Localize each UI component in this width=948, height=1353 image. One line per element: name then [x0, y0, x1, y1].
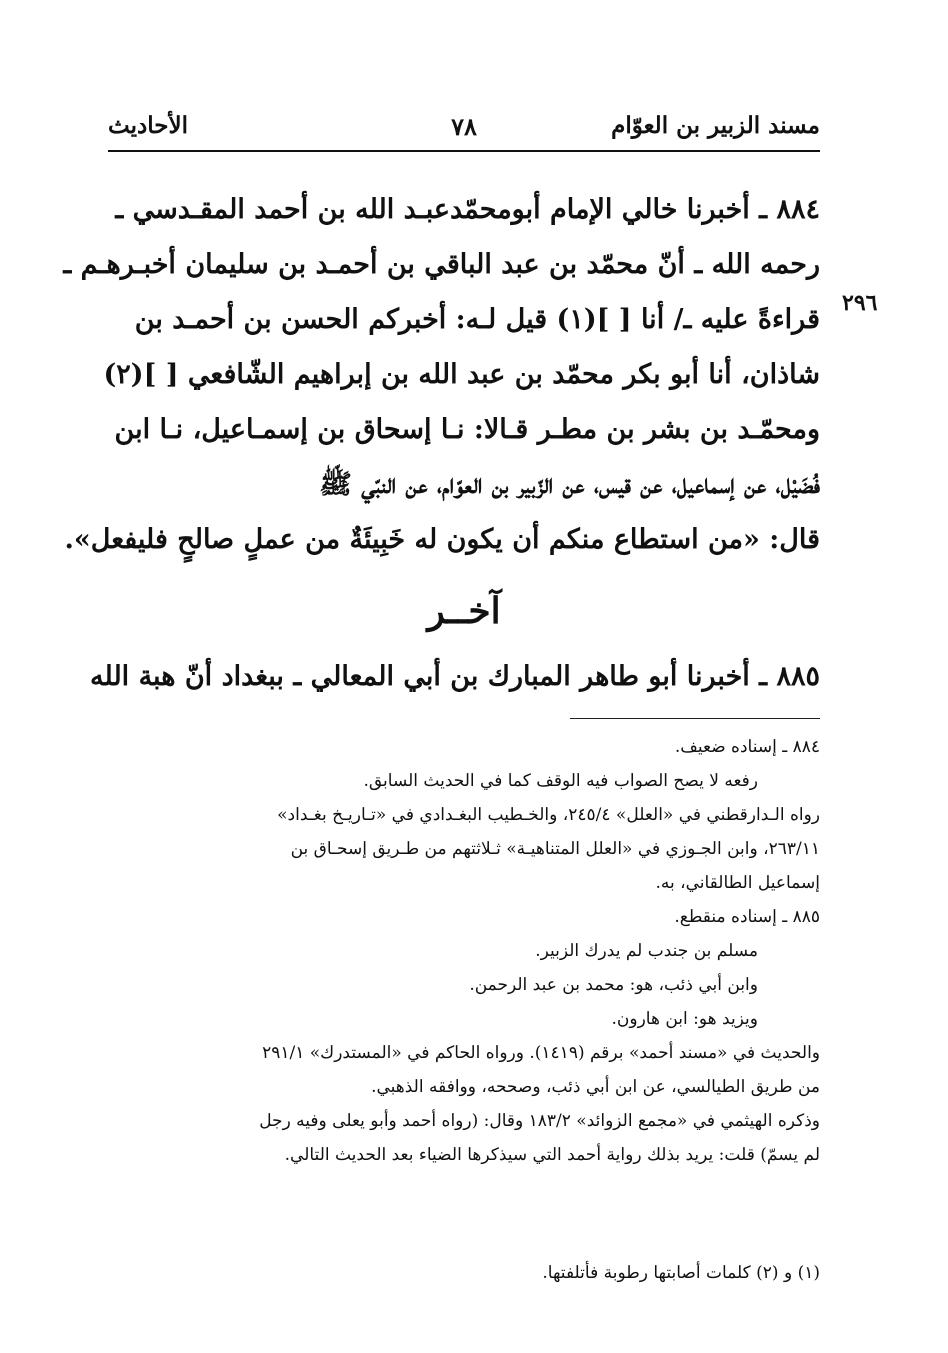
note-line: لم يسمّ) قلت: يريد بذلك رواية أحمد التي سيذكرها الضياء بعد الحديث التالي. [284, 1145, 820, 1165]
header-rule [108, 150, 820, 152]
page-number: ٧٨ [451, 112, 477, 141]
note-885-heading: ٨٨٥ ـ إسناده منقطع. [674, 907, 820, 927]
note-line: ويزيد هو: ابن هارون. [611, 1009, 758, 1029]
note-884-heading: ٨٨٤ ـ إسناده ضعيف. [674, 737, 820, 757]
section-name: الأحاديث [108, 112, 188, 139]
note-line: من طريق الطيالسي، عن ابن أبي ذئب، وصححه، ووافقه الذهبي. [371, 1077, 820, 1097]
text-line: رحمه الله ـ أنّ محمّد بن عبد الباقي بن أحمـد بن سليمان أخبـرهـم ـ [63, 249, 820, 280]
note-line: مسلم بن جندب لم يدرك الزبير. [535, 941, 758, 961]
text-line: شاذان، أنا أبو بكر محمّد بن عبد الله بن إبراهيم الشّافعي [ ](٢) [103, 359, 820, 390]
note-line: وذكره الهيثمي في «مجمع الزوائد» ١٨٣/٢ وقال: (رواه أحمد وأبو يعلى وفيه رجل [259, 1111, 820, 1131]
note-line: ٢٦٣/١١، وابن الجـوزي في «العلل المتناهيـة» ثـلاثتهم من طـريق إسحـاق بن [290, 839, 820, 859]
notes-separator [570, 718, 820, 719]
text-line: قال: «من استطاع منكم أن يكون له خَبِيئَةٌ من عملٍ صالحٍ فليفعل». [64, 524, 820, 555]
commentary-notes [108, 730, 820, 1172]
footnote: (١) و (٢) كلمات أصابتها رطوبة فأتلفتها. [542, 1263, 820, 1283]
note-line: رفعه لا يصح الصواب فيه الوقف كما في الحديث السابق. [363, 771, 758, 791]
text-line: قراءةً عليه ـ/ أنا [ ](١) قيل لـه: أخبركم الحسن بن أحمـد بن [134, 304, 820, 335]
note-line: إسماعيل الطالقاني، به. [655, 873, 820, 893]
section-title: آخــر [427, 590, 501, 632]
hadith-885-text: ٨٨٥ ـ أخبرنا أبو طاهر المبارك بن أبي المعالي ـ ببغداد أنّ هبة الله [90, 661, 820, 692]
text-line: ٨٨٤ ـ أخبرنا خالي الإمام أبومحمّدعبـد الله بن أحمد المقـدسي ـ [115, 194, 820, 225]
note-line: رواه الـدارقطني في «العلل» ٢٤٥/٤، والخـطيب البغـدادي في «تـاريـخ بغـداد» [277, 805, 820, 825]
book-title: مسند الزبير بن العوّام [611, 112, 820, 139]
note-line: وابن أبي ذئب، هو: محمد بن عبد الرحمن. [469, 975, 758, 995]
text-line: فُضَيْل، عن إسماعيل، عن قيس، عن الزّبير بن العوّام، عن النبّي ﷺ [319, 469, 820, 500]
margin-page-reference: ٢٩٦ [842, 290, 878, 316]
text-line: ومحمّـد بن بشر بن مطـر قـالا: نـا إسحاق بن إسمـاعيل، نـا ابن [114, 414, 820, 445]
note-line: والحديث في «مسند أحمد» برقم (١٤١٩). ورواه الحاكم في «المستدرك» ٢٩١/١ [262, 1043, 820, 1063]
hadith-884-text [63, 182, 820, 567]
page-header [108, 112, 820, 148]
